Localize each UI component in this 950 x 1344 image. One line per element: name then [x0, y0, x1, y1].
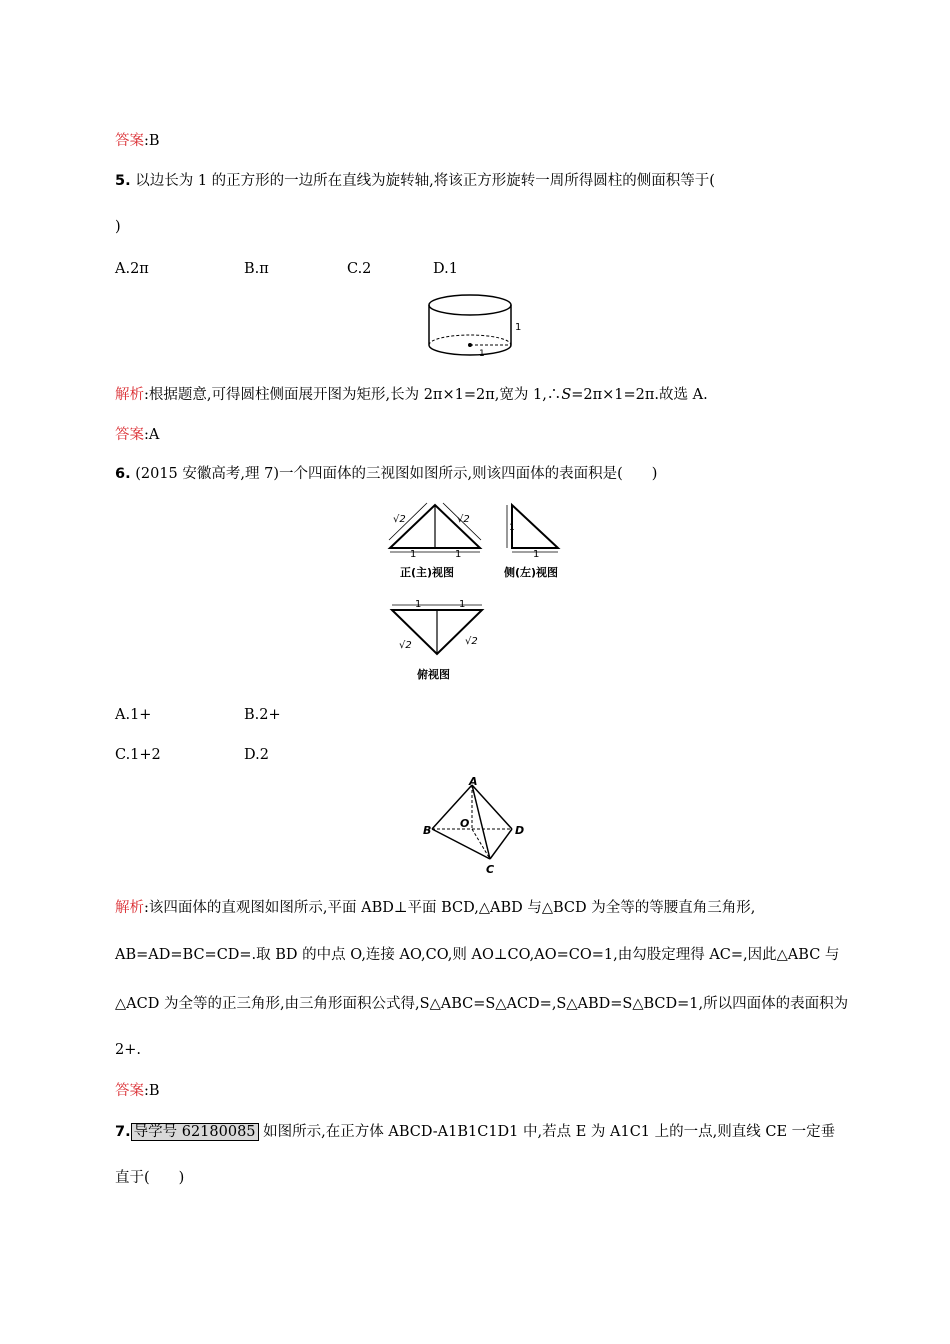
q6-solution-line4: 2+.: [115, 1042, 141, 1058]
vertex-a: A: [469, 775, 478, 788]
question-text: 以边长为 1 的正方形的一边所在直线为旋转轴,将该正方形旋转一周所得圆柱的侧面积等于(: [135, 173, 715, 189]
top-view-caption: 俯视图: [417, 668, 450, 681]
cylinder-figure: [420, 290, 530, 360]
solution-text: :该四面体的直观图如图所示,平面 ABD⊥平面 BCD,△ABD 与△BCD 为全等的等腰直角三角形,: [144, 900, 756, 916]
question-text: 如图所示,在正方体 ABCD-A1B1C1D1 中,若点 E 为 A1C1 上的一点,则直线 CE 一定垂: [263, 1124, 836, 1140]
vertex-c: C: [486, 863, 495, 876]
q7-stem-line2: 直于( ): [115, 1170, 185, 1186]
q6-solution-line1: [115, 898, 755, 918]
q6-option-b: B.2+: [244, 707, 281, 723]
vertex-o: O: [460, 817, 470, 830]
top-view: [387, 596, 492, 681]
q6-stem: [115, 464, 657, 484]
question-text: (2015 安徽高考,理 7)一个四面体的三视图如图所示,则该四面体的表面积是( ): [135, 466, 658, 482]
tetrahedron-figure: [420, 775, 535, 880]
height-label: 1: [515, 322, 522, 333]
side-view-caption: 侧(左)视图: [504, 566, 559, 579]
front-one-left: 1: [410, 549, 417, 560]
front-one-right: 1: [455, 549, 462, 560]
answer-label: 答案: [115, 1083, 144, 1099]
solution-text: :根据题意,可得圆柱侧面展开图为矩形,长为 2π×1=2π,宽为 1,∴: [144, 387, 562, 403]
top-one-right: 1: [459, 599, 466, 610]
question-number: 7.: [115, 1124, 131, 1140]
side-one-bottom: 1: [533, 549, 540, 560]
radius-label: 1: [479, 349, 485, 359]
q4-answer: [115, 131, 160, 151]
answer-value: :A: [144, 427, 160, 443]
answer-label: 答案: [115, 427, 144, 443]
front-sqrt2-left: √2: [393, 514, 406, 525]
q5-option-d: D.1: [433, 261, 458, 277]
q6-option-a: A.1+: [115, 707, 152, 723]
answer-value: :B: [144, 1083, 160, 1099]
q5-answer: [115, 425, 159, 445]
q5-solution: [115, 385, 708, 405]
answer-label: 答案: [115, 133, 144, 149]
solution-tail: =2π×1=2π.故选 A.: [571, 387, 708, 403]
q5-option-a: A.2π: [115, 261, 149, 277]
answer-value: :B: [144, 133, 160, 149]
front-view: [385, 500, 490, 585]
q6-option-d: D.2: [244, 747, 269, 763]
q5-stem: [115, 171, 715, 191]
q6-solution-line2: AB=AD=BC=CD=.取 BD 的中点 O,连接 AO,CO,则 AO⊥CO,AO=CO=1,由勾股定理得 AC=,因此△ABC 与: [115, 947, 840, 963]
front-view-caption: 正(主)视图: [400, 566, 455, 579]
q5-option-c: C.2: [347, 261, 372, 277]
vertex-d: D: [515, 824, 525, 837]
q6-solution-line3: △ACD 为全等的正三角形,由三角形面积公式得,S△ABC=S△ACD=,S△ABD=S△BCD=1,所以四面体的表面积为: [115, 996, 849, 1012]
q7-stem: [115, 1122, 835, 1142]
question-number: 5.: [115, 173, 131, 189]
top-one-left: 1: [415, 599, 422, 610]
solution-label: 解析: [115, 387, 144, 403]
front-sqrt2-right: √2: [457, 514, 470, 525]
q6-answer: [115, 1081, 160, 1101]
q6-option-c: C.1+2: [115, 747, 161, 763]
side-view: [500, 500, 570, 585]
question-number: 6.: [115, 466, 131, 482]
top-sqrt2-left: √2: [399, 640, 412, 651]
question-code[interactable]: 导学号 62180085: [131, 1123, 259, 1141]
q5-stem-close: ): [115, 219, 121, 235]
vertex-b: B: [423, 824, 432, 837]
side-one-vertical: 1: [509, 523, 515, 533]
solution-s: S: [561, 387, 572, 403]
solution-label: 解析: [115, 900, 144, 916]
top-sqrt2-right: √2: [465, 636, 478, 647]
q5-option-b: B.π: [244, 261, 269, 277]
